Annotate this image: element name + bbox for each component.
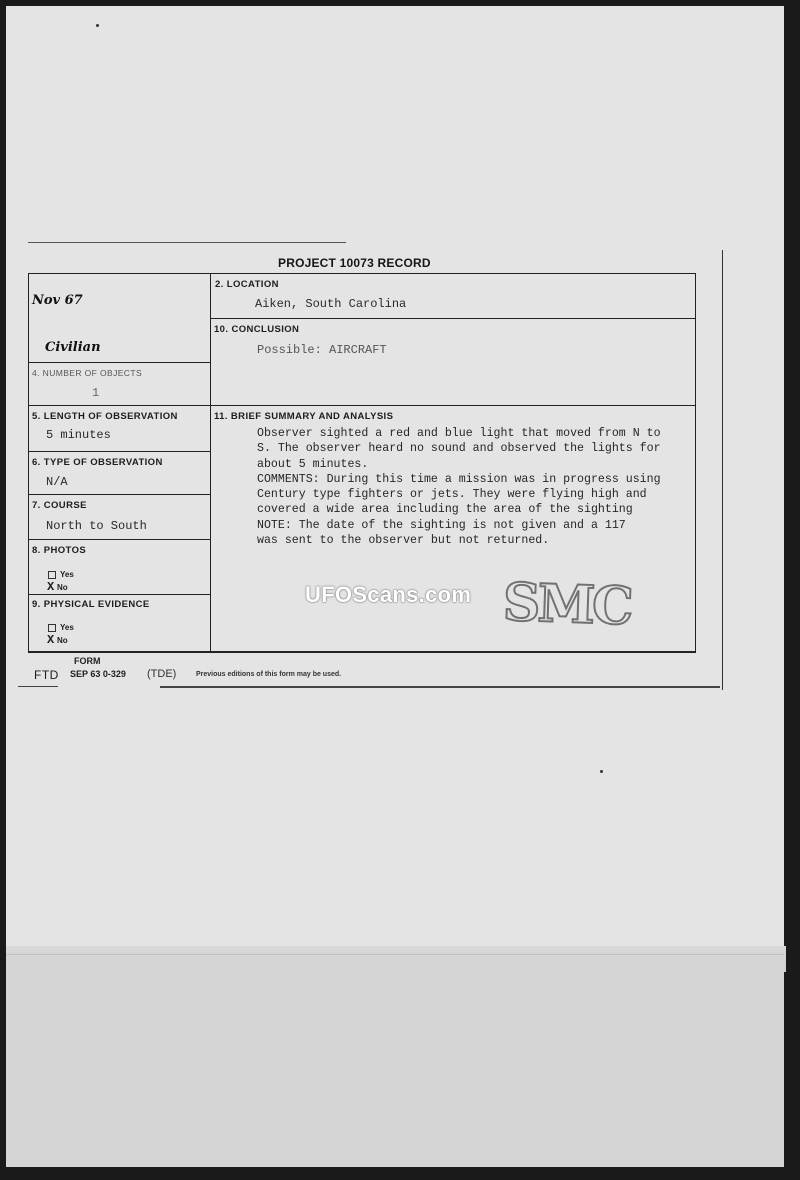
check-mark: X [47, 633, 55, 647]
summary-line: S. The observer heard no sound and observed the lights for [257, 442, 661, 456]
watermark: UFOScans.com [305, 582, 472, 607]
date-value: Nov 67 [32, 293, 83, 308]
divider-course [28, 539, 210, 540]
divider-location [210, 318, 696, 319]
form-border-left [28, 273, 29, 652]
type-value: N/A [46, 475, 68, 489]
summary-line: was sent to the observer but not returned. [257, 534, 550, 548]
divider-length [28, 451, 210, 452]
photos-no-label: No [57, 583, 68, 592]
checkbox-icon [48, 624, 56, 632]
divider-conclusion [28, 405, 696, 406]
checkbox-icon [48, 571, 56, 579]
form-title: PROJECT 10073 RECORD [278, 256, 431, 270]
dust-speck [600, 770, 603, 773]
check-mark: X [47, 580, 55, 594]
summary-line: COMMENTS: During this time a mission was in progress using [257, 472, 661, 486]
type-label: 6. TYPE OF OBSERVATION [32, 457, 163, 468]
top-rule [28, 242, 346, 243]
evidence-no-option [47, 633, 68, 647]
conclusion-label: 10. CONCLUSION [214, 324, 300, 335]
smc-stamp: SMC [501, 571, 632, 638]
num-objects-value: 1 [92, 386, 100, 400]
evidence-yes-label: Yes [60, 623, 74, 632]
photos-yes-option [48, 570, 74, 579]
underlying-page [6, 954, 784, 1167]
summary-line: NOTE: The date of the sighting is not given and a 117 [257, 518, 626, 532]
divider-photos [28, 594, 210, 595]
footer-form-label: FORM [74, 656, 101, 666]
sheet-right-edge [722, 250, 723, 690]
summary-label: 11. BRIEF SUMMARY AND ANALYSIS [214, 411, 394, 422]
source-value: Civilian [45, 340, 101, 355]
footer-form-number: SEP 63 0-329 [70, 669, 126, 679]
form-border-top [28, 273, 696, 274]
footer-rule-left [18, 686, 58, 687]
evidence-label: 9. PHYSICAL EVIDENCE [32, 599, 150, 610]
summary-line: covered a wide area including the area of the sighting [257, 503, 633, 517]
divider-type [28, 494, 210, 495]
length-label: 5. LENGTH OF OBSERVATION [32, 411, 178, 422]
evidence-no-label: No [57, 636, 68, 645]
location-value: Aiken, South Carolina [255, 297, 407, 311]
summary-line: Century type fighters or jets. They were flying high and [257, 488, 647, 502]
summary-line: Observer sighted a red and blue light that moved from N to [257, 427, 661, 440]
footer-rule [160, 686, 720, 688]
course-value: North to South [46, 519, 147, 533]
footer-tde: (TDE) [147, 668, 177, 680]
footer-note: Previous editions of this form may be used. [196, 671, 342, 678]
photos-yes-label: Yes [60, 570, 74, 579]
length-value: 5 minutes [46, 428, 111, 442]
divider-source [28, 362, 210, 363]
photos-no-option [47, 580, 68, 594]
footer-ftd: FTD [34, 668, 59, 682]
form-column-divider [210, 273, 211, 652]
evidence-yes-option [48, 623, 74, 632]
location-label: 2. LOCATION [215, 279, 279, 290]
conclusion-value: Possible: AIRCRAFT [257, 343, 387, 357]
summary-text [257, 426, 697, 548]
course-label: 7. COURSE [32, 500, 87, 511]
summary-line: about 5 minutes. [257, 457, 369, 471]
form-border-bottom [28, 651, 696, 653]
photos-label: 8. PHOTOS [32, 545, 87, 556]
dust-speck [96, 24, 99, 27]
num-objects-label: 4. NUMBER OF OBJECTS [32, 368, 143, 378]
